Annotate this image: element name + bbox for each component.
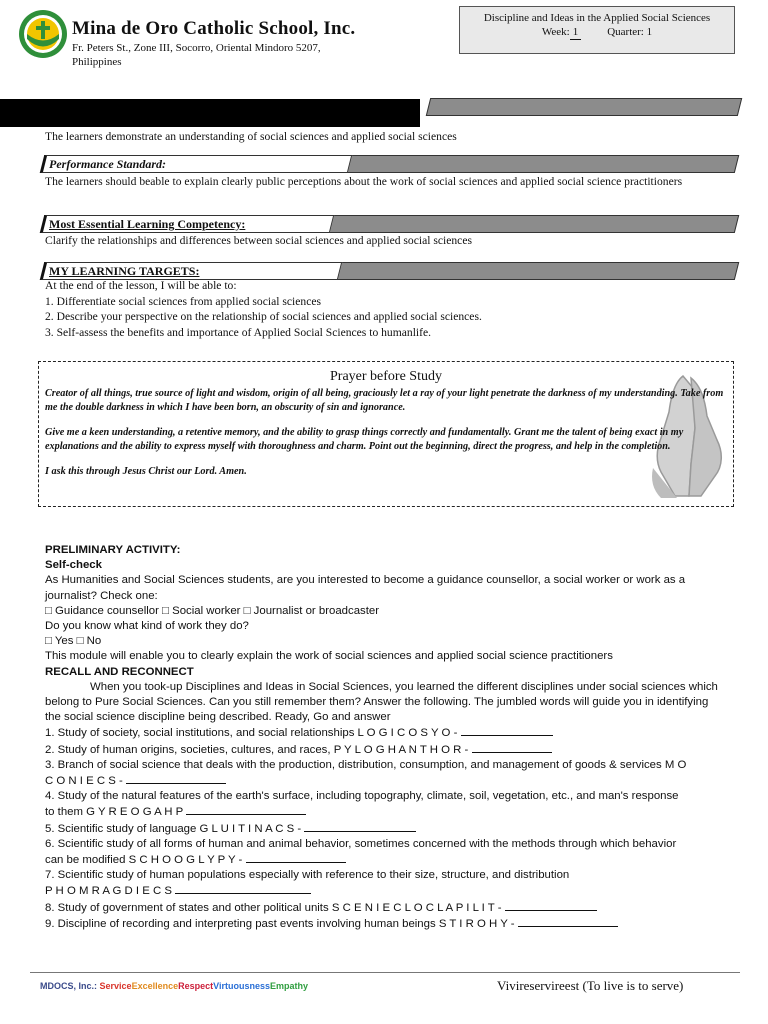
answer-blank-6[interactable] [246,852,346,863]
recall-text: When you took-up Disciplines and Ideas in Social Sciences, you learned the different disciplines under social sciences which belong to Pure Social Sciences. Can you still remember them? Answer the following. The jumbled words will guide you in identifying the social science discipline being described. Ready, Go and answer [45,680,718,724]
question-item-3 [45,758,725,773]
question-item-5 [45,821,725,837]
content-standard-text: The learners demonstrate an understanding of social sciences and applied social sciences [45,130,457,143]
performance-standard-bar [338,155,739,173]
question-2-text: 2. Study of human origins, societies, cultures, and races, P Y L O G H A N T H O R - [45,743,469,756]
question-7-text: 7. Scientific study of human populations especially with reference to their size, structure, and distribution [45,869,570,882]
question-item-9 [45,916,725,932]
answer-blank-8[interactable] [505,900,597,911]
question-item-4 [45,789,725,804]
week-value: 1 [570,26,582,40]
answer-blank-4[interactable] [186,804,306,815]
question-item-6-cont [45,852,725,868]
question-6-jumble: can be modified S C H O O G L Y P Y - [45,854,243,867]
core-value-respect: Respect [178,981,214,991]
school-name: Mina de Oro Catholic School, Inc. [72,18,356,39]
quarter-value: 1 [646,26,653,38]
question-item-7 [45,868,725,883]
yes-no-options[interactable]: □ Yes □ No [45,635,102,648]
question-item-7-cont [45,883,725,899]
prayer-paragraph-1: Creator of all things, true source of light and wisdom, origin of all being, graciously let a ray of your light penetrate the darkness of my understanding. Take from me the double darkness in which I have been born, an obscurity of sin and ignorance. [45,388,724,413]
question-work: Do you know what kind of work they do? [45,620,249,633]
career-options[interactable]: □ Guidance counsellor □ Social worker □ Journalist or broadcaster [45,604,380,617]
target-item-2: 2. Describe your perspective on the relationship of social sciences and applied social sciences. [45,310,482,323]
prayer-paragraph-2: Give me a keen understanding, a retentive memory, and the ability to grasp things correctly and fundamentally. Grant me the talent of being exact in my explanations and the ability to express myself with thoroughness and charm. Point out the beginning, direct the progress, and help in the completion. [45,427,684,452]
module-note: This module will enable you to clearly explain the work of social sciences and applied social science practitioners [45,650,613,663]
melc-label: Most Essential Learning Competency: [49,217,246,231]
question-item-1 [45,725,725,741]
quarter-label: Quarter: [607,26,644,38]
question-4-text: 4. Study of the natural features of the earth's surface, including topography, climate, soil, vegetation, etc., and man's response [45,790,679,803]
school-seal-logo [18,9,68,59]
target-item-3: 3. Self-assess the benefits and importance of Applied Social Sciences to humanlife. [45,325,432,339]
answer-blank-5[interactable] [304,821,416,832]
footer-divider [30,972,740,973]
melc-bar [321,215,739,233]
question-item-4-cont [45,804,725,820]
prayer-box [38,361,734,507]
recall-heading: RECALL AND RECONNECT [45,665,194,678]
question-5-text: 5. Scientific study of language G L U I T I N A C S - [45,822,302,835]
selfcheck-heading: Self-check [45,559,102,572]
core-value-excellence: Excellence [131,981,179,991]
answer-blank-1[interactable] [461,725,553,736]
footer-core-values [40,981,308,991]
question-9-text: 9. Discipline of recording and interpreting past events involving human beings S T I R O H Y - [45,917,515,930]
answer-blank-3[interactable] [126,773,226,784]
melc-text: Clarify the relationships and differences between social sciences and applied social sciences [45,234,472,247]
footer-org: MDOCS, Inc.: [40,981,98,991]
targets-label: MY LEARNING TARGETS: [49,264,200,278]
targets-block [45,278,735,340]
targets-intro: At the end of the lesson, I will be able to: [45,279,237,292]
question-item-8 [45,900,725,916]
answer-blank-2[interactable] [472,742,552,753]
question-1-text: 1. Study of society, social institutions, and social relationships L O G I C O S Y O - [45,727,458,740]
activity-section [45,543,725,932]
question-7-jumble: P H O M R A G D I E C S [45,885,173,898]
core-value-virtuousness: Virtuousness [213,981,270,991]
answer-blank-7[interactable] [175,883,311,894]
question-6-text: 6. Scientific study of all forms of human and animal behavior, sometimes concerned with the methods through which behavior [45,837,677,850]
performance-standard-label: Performance Standard: [49,157,166,171]
school-address: Fr. Peters St., Zone III, Socorro, Oriental Mindoro 5207, Philippines [72,42,321,68]
performance-standard-text: The learners should beable to explain clearly public perceptions about the work of social sciences and applied social science practitioners [45,175,683,188]
prayer-title: Prayer before Study [330,369,442,384]
question-item-2 [45,742,725,758]
melc-label-box [40,215,334,233]
week-label: Week: [541,26,570,38]
question-8-text: 8. Study of government of states and other political units S C E N I E C L O C L A P I L I T - [45,901,502,914]
core-value-service: Service [99,981,132,991]
content-standard-header [0,99,420,127]
core-values-list [100,981,308,991]
answer-blank-9[interactable] [518,916,618,927]
target-item-1: 1. Differentiate social sciences from applied social sciences [45,294,321,308]
footer-motto: Vivireservireest (To live is to serve) [497,978,684,993]
content-standard-bar [426,98,742,116]
prayer-paragraph-3: I ask this through Jesus Christ our Lord. Amen. [45,466,247,477]
core-value-empathy: Empathy [269,981,308,991]
preliminary-heading: PRELIMINARY ACTIVITY: [45,544,181,556]
question-3-jumble: C O N I E C S - [45,775,123,788]
prayer-body [45,387,725,490]
performance-standard-label-box [40,155,352,173]
question-item-6 [45,837,725,852]
subject-title: Discipline and Ideas in the Applied Social Sciences [483,12,711,24]
question-4-jumble: to them G Y R E O G A H P [45,806,184,819]
question-item-3-cont [45,773,725,789]
question-3-text: 3. Branch of social science that deals with the production, distribution, consumption, and management of goods & services M O [45,758,687,771]
week-quarter-line [460,26,734,40]
subject-info-box [459,6,735,54]
question-career: As Humanities and Social Sciences students, are you interested to become a guidance counsellor, a social worker or work as a journalist? Check one: [45,574,686,602]
